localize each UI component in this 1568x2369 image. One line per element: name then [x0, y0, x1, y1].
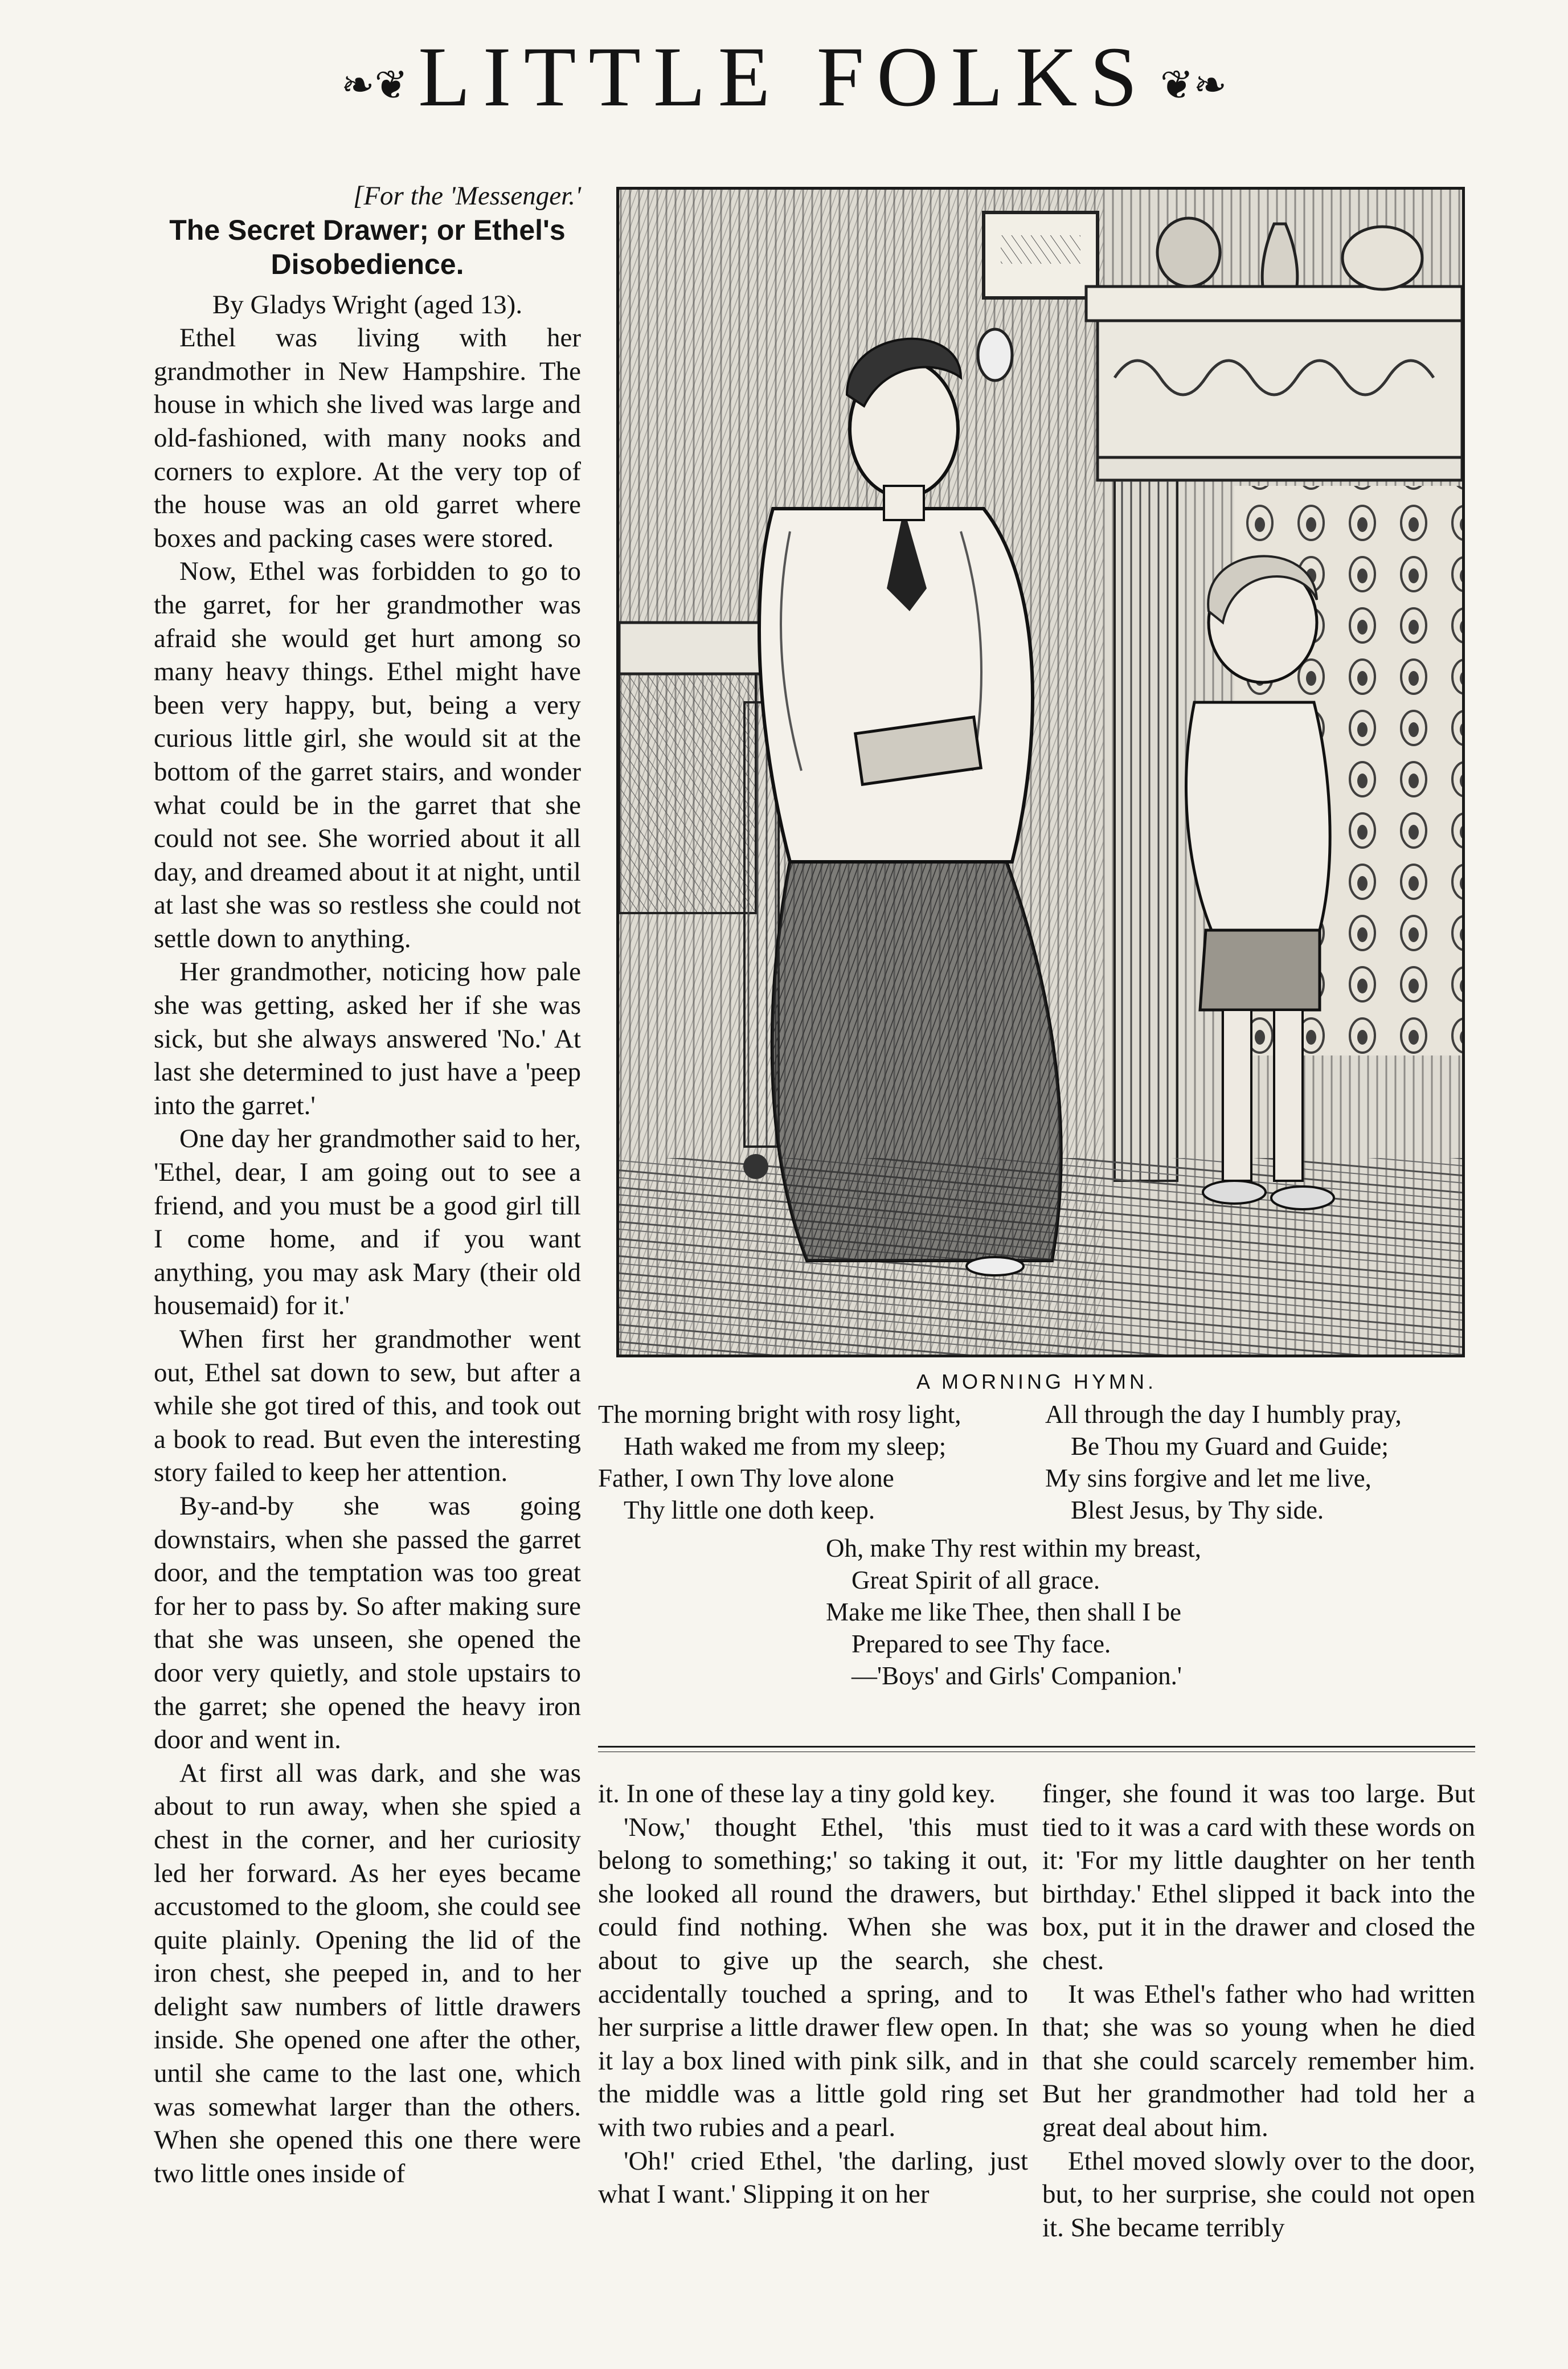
poem-line: All through the day I humbly pray,	[1045, 1400, 1402, 1429]
poem-line: Blest Jesus, by Thy side.	[1071, 1496, 1324, 1524]
ornament-left-icon: ❧❦	[341, 63, 408, 108]
article-paragraph: At first all was dark, and she was about to run away, when she spied a chest in the corner, and her curiosity led her forward. As her eyes became accustomed to the gloom, she could see quite plainly. Opening the lid of the iron chest, she peeped in, and to her delight saw numbers of little drawers inside. She opened one after the other, until she came to the last one, which was somewhat larger than the others. When she opened this one there were two little ones inside of	[154, 1758, 581, 2188]
article-byline: By Gladys Wright (aged 13).	[212, 289, 523, 320]
poem-line: Hath waked me from my sleep;	[624, 1432, 947, 1460]
poem-line: My sins forgive and let me live,	[1045, 1464, 1372, 1492]
article-paragraph: it. In one of these lay a tiny gold key.	[598, 1779, 996, 1809]
poem-line: Oh, make Thy rest within my breast,	[826, 1534, 1202, 1562]
article-source: [For the 'Messenger.'	[353, 181, 581, 211]
article-column-left	[154, 179, 581, 2190]
article-column-right	[1042, 1777, 1475, 2244]
poem-line: Father, I own Thy love alone	[598, 1464, 894, 1492]
article-paragraph: When first her grandmother went out, Ethel sat down to sew, but after a while she got tired of this, and took out a book to read. But even the interesting story failed to keep her attention.	[154, 1324, 581, 1488]
article-paragraph: Ethel moved slowly over to the door, but, to her surprise, she could not open it. She became terribly	[1042, 2146, 1475, 2243]
poem-line: Thy little one doth keep.	[624, 1496, 875, 1524]
article-paragraph: 'Now,' thought Ethel, 'this must belong to something;' so taking it out, she looked all round the drawers, but could find nothing. When she was about to give up the search, she accidentally touched a spring, and to her surprise a little drawer flew open. In it lay a box lined with pink silk, and in the middle was a little gold ring set with two rubies and a pearl.	[598, 1812, 1028, 2142]
article-paragraph: Ethel was living with her grandmother in New Hampshire. The house in which she lived was large and old-fashioned, with many nooks and corners to explore. At the very top of the house was an old garret where boxes and packing cases were stored.	[154, 323, 581, 553]
article-title-line1: The Secret Drawer; or Ethel's	[169, 214, 566, 246]
article-paragraph: finger, she found it was too large. But tied to it was a card with these words on it: 'For my little daughter on her tenth birthday.' Ethel slipped it back into the box, put it in the drawer and closed the chest.	[1042, 1779, 1475, 1975]
mother-and-child-engraving	[619, 190, 1462, 1355]
masthead	[0, 30, 1568, 124]
article-paragraph: One day her grandmother said to her, 'Ethel, dear, I am going out to see a friend, and you must be a good girl till I come home, and if you want anything, you may ask Mary (their old housemaid) for it.'	[154, 1124, 581, 1321]
masthead-title: LITTLE FOLKS	[418, 30, 1150, 124]
poem-line: The morning bright with rosy light,	[598, 1400, 961, 1429]
poem-caption: A MORNING HYMN.	[916, 1370, 1157, 1393]
article-paragraph: Now, Ethel was forbidden to go to the garret, for her grandmother was afraid she would get hurt among so many heavy things. Ethel might have been very happy, but, being a very curious little girl, she would sit at the bottom of the garret stairs, and wonder what could be in the garret that she could not see. She worried about it all day, and dreamed about it at night, until at last she was so restless she could not settle down to anything.	[154, 557, 581, 954]
poem-line: Great Spirit of all grace.	[851, 1566, 1100, 1594]
article-paragraph: 'Oh!' cried Ethel, 'the darling, just what I want.' Slipping it on her	[598, 2146, 1028, 2210]
article-paragraph: Her grandmother, noticing how pale she was getting, asked her if she was sick, but she always answered 'No.' At last she determined to just have a 'peep into the garret.'	[154, 957, 581, 1120]
engraving-illustration	[616, 187, 1465, 1357]
poem-stanza-2	[1045, 1398, 1478, 1526]
article-title	[154, 213, 581, 281]
section-divider	[598, 1746, 1475, 1748]
article-title-line2: Disobedience.	[271, 248, 464, 280]
poem-line: Be Thou my Guard and Guide;	[1071, 1432, 1389, 1460]
poem-stanza-1	[598, 1398, 1031, 1526]
poem-stanza-3	[826, 1532, 1282, 1692]
article-column-middle	[598, 1777, 1028, 2211]
article-paragraph: By-and-by she was going downstairs, when she passed the garret door, and the temptation was too great for her to pass by. So after making sure that she was unseen, she opened the door very quietly, and stole upstairs to the garret; she opened the heavy iron door and went in.	[154, 1491, 581, 1755]
poem-attribution: —'Boys' and Girls' Companion.'	[851, 1662, 1182, 1690]
ornament-right-icon: ❦❧	[1160, 63, 1227, 108]
poem-line: Prepared to see Thy face.	[851, 1630, 1111, 1658]
article-paragraph: It was Ethel's father who had written that; she was so young when he died that she could scarcely remember him. But her grandmother had told her a great deal about him.	[1042, 1979, 1475, 2142]
poem-line: Make me like Thee, then shall I be	[826, 1598, 1181, 1626]
